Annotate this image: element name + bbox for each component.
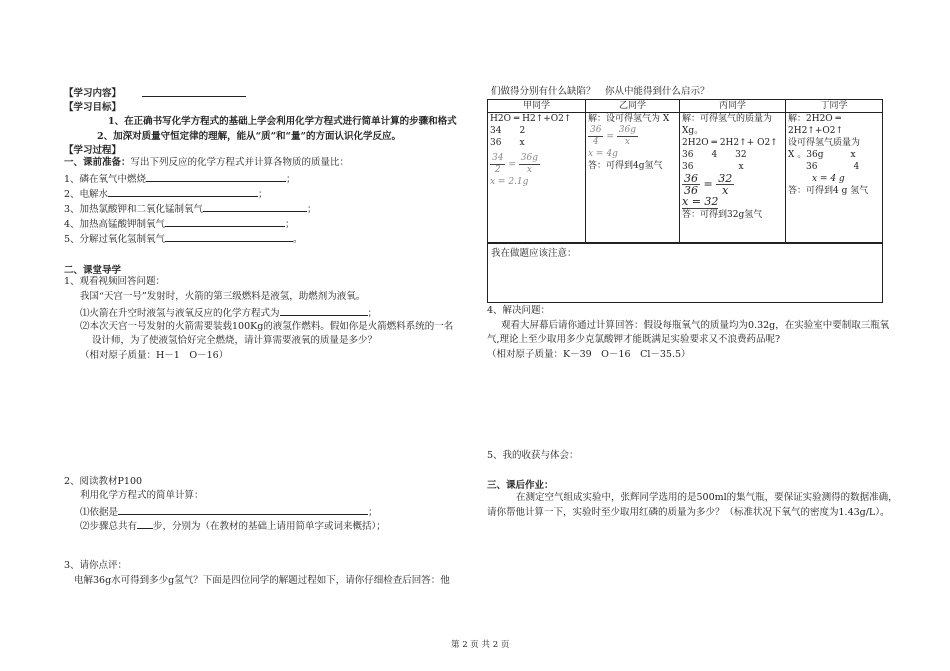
- solution-ding: [786, 113, 883, 243]
- jia-row-2: 36 x: [490, 138, 525, 148]
- process-label: 【学习过程】: [64, 145, 122, 156]
- goal-1: 1、在正确书写化学方程式的基础上学会利用化学方程式进行简单计算的步骤和格式: [108, 116, 457, 127]
- question-1-atomic-mass: （相对原子质量：H－1 O－16）: [80, 350, 229, 361]
- bing-result: x = 32: [682, 195, 719, 208]
- bing-line-1: 解：可得氢气的质量为: [682, 114, 773, 124]
- ding-line-4: 36 4: [806, 162, 860, 172]
- prep-item-5: 5、分解过氧化氢制氧气 。: [64, 234, 303, 245]
- yi-proportion: $\frac{36}{4}$ = $\frac{36g}{x}$: [590, 125, 636, 147]
- question-1a: ⑴火箭在升空时液氢与液氧反应的化学方程式为 ；: [80, 308, 378, 319]
- prep-item-2: 2、电解水 ；: [64, 189, 268, 200]
- ding-answer: 答：可得到4 g 氢气: [788, 186, 869, 196]
- question-5: 5、我的收获与体会：: [487, 450, 579, 461]
- question-2a: ⑴依据是 ；: [80, 507, 378, 518]
- question-2b: ⑵步骤总共有 步，分别为（在教材的基础上请用简单字或词来概括）；: [80, 521, 386, 532]
- question-1b-line1: ⑵本次天宫一号发射的火箭需要装载100Kg的液氢作燃料。假如你是火箭燃料系统的一名: [80, 321, 454, 332]
- section-1-title: 一、课前准备：写出下列反应的化学方程式并计算各物质的质量比：: [64, 157, 350, 168]
- note-box: [487, 243, 883, 303]
- jia-equation: H2O ═ H2↑+O2↑: [490, 114, 572, 124]
- jia-row-1: 34 2: [490, 126, 526, 136]
- question-2: 2、阅读教材P100: [64, 476, 143, 487]
- bing-line-2: Xg。: [682, 126, 704, 136]
- bing-row-1: 36 4 32: [682, 150, 747, 160]
- page-number: 第 2 页 共 2 页: [451, 640, 510, 650]
- note-label: 我在做题应该注意：: [491, 248, 577, 259]
- ding-line-1: 解：2H2O ═ 2H2↑+O2↑: [788, 114, 844, 136]
- question-1b-line2: 设计师，为了使液氢恰好完全燃烧，请计算需要液氧的质量是多少？: [92, 335, 378, 346]
- question-4-atomic-mass: （相对原子质量：K－39 O－16 Cl－35.5）: [487, 349, 691, 360]
- question-4: 4、解决问题：: [487, 305, 551, 316]
- prep-item-4: 4、加热高锰酸钾制氧气 ；: [64, 219, 295, 230]
- question-1-intro: 我国“天宫一号”发射时，火箭的第三级燃料是液氢，助燃剂为液氧。: [80, 291, 366, 302]
- solution-yi: [586, 113, 680, 243]
- ding-line-2: 设可得氢气质量为: [788, 138, 861, 148]
- solutions-table: [487, 99, 883, 243]
- question-2-intro: 利用化学方程式的简单计算：: [80, 490, 204, 501]
- question-3-text: 电解36g水可得到多少g氢气？下面是四位同学的解题过程如下，请你仔细检查后回答：他: [74, 575, 450, 586]
- header-ding: 丁同学: [786, 100, 883, 113]
- question-4-line2: 气,理论上至少取用多少克氯酸钾才能既满足实验要求又不浪费药品呢?: [487, 334, 781, 345]
- bing-equation: 2H2O ═ 2H2↑+ O2↑: [682, 138, 778, 148]
- content-label: 【学习内容】: [64, 88, 122, 99]
- prep-item-1: 1、磷在氧气中燃烧 ；: [64, 174, 296, 185]
- solution-jia: [488, 113, 586, 243]
- question-1: 1、观看视频回答问题：: [64, 276, 166, 287]
- header-jia: 甲同学: [488, 100, 586, 113]
- jia-result: x = 2.1g: [490, 177, 529, 187]
- content-blank: [142, 85, 246, 97]
- header-yi: 乙同学: [586, 100, 680, 113]
- yi-line-1: 解：设可得氢气为 X: [588, 114, 670, 124]
- prep-item-3: 3、加热氯酸钾和二氧化锰制氧气 ；: [64, 204, 317, 215]
- question-3: 3、请你点评：: [64, 560, 128, 571]
- question-4-line1: 观看大屏幕后请你通过计算回答：假设每瓶氧气的质量均为0.32g，在实验室中要制取三瓶氧: [501, 320, 890, 331]
- yi-answer: 答：可得到4g氢气: [588, 161, 663, 171]
- homework-line2: 请你帮他计算一下，实验时至少取用红磷的质量为多少？（标准状况下氧气的密度为1.43g/L）。: [487, 507, 890, 518]
- goal-2: 2、加深对质量守恒定律的理解，能从“质”和“量”的方面认识化学反应。: [97, 131, 401, 142]
- ding-line-3: X 。36g x: [788, 150, 856, 160]
- bing-proportion: $\frac{36}{36}$ = $\frac{32}{x}$: [684, 172, 733, 197]
- header-bing: 丙同学: [680, 100, 786, 113]
- question-3-continued: 们做得分别有什么缺陷？ 你从中能得到什么启示？: [491, 86, 710, 97]
- homework-line1: 在测定空气组成实验中，张辉同学选用的是500ml的集气瓶，要保证实验测得的数据准确，: [516, 492, 898, 503]
- yi-result: x = 4g: [588, 149, 618, 159]
- section-3-title: 三、课后作业：: [487, 480, 554, 491]
- jia-proportion: $\frac{34}{2}$ = $\frac{36g}{x}$: [492, 153, 538, 175]
- ding-line-5: x = 4 g: [812, 174, 845, 184]
- bing-answer: 答：可得到32g氢气: [682, 210, 763, 220]
- section-2-title: 二、课堂导学: [64, 265, 122, 276]
- goal-label: 【学习目标】: [64, 102, 122, 113]
- solution-bing: [680, 113, 786, 243]
- bing-row-2: 36 x: [682, 162, 744, 172]
